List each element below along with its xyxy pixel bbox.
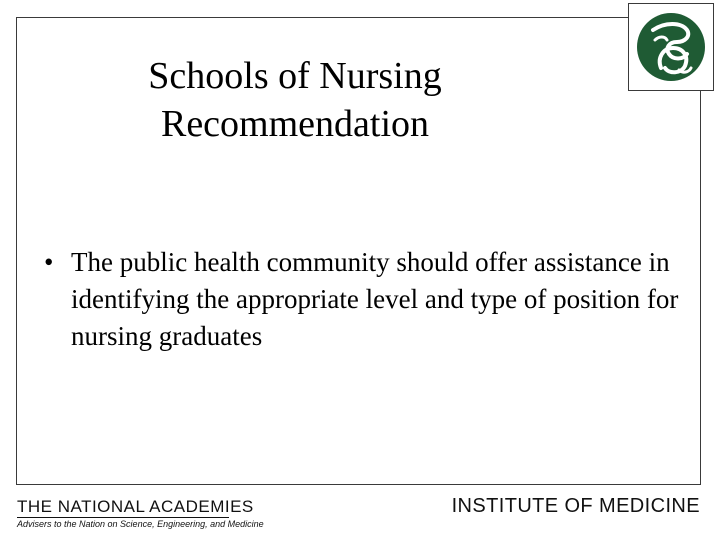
institute-of-medicine-wordmark: INSTITUTE OF MEDICINE [451,495,700,517]
slide-title-line-2: Recommendation [160,103,430,145]
institute-of-medicine-monogram-icon [635,10,707,84]
logo-box [628,3,714,91]
bullet-list [44,244,684,355]
national-academies-tagline: Advisers to the Nation on Science, Engineering, and Medicine [17,519,264,529]
bullet-marker: • [44,247,54,277]
bullet-item [44,244,684,355]
bullet-text: The public health community should offer assistance in identifying the appropriate level and type of position for nursing graduates [71,247,679,351]
slide-title [110,52,480,148]
national-academies-logo [17,498,264,530]
national-academies-name: THE NATIONAL ACADEMIES [17,497,254,516]
slide-title-line-1: Schools of Nursing [148,55,442,97]
